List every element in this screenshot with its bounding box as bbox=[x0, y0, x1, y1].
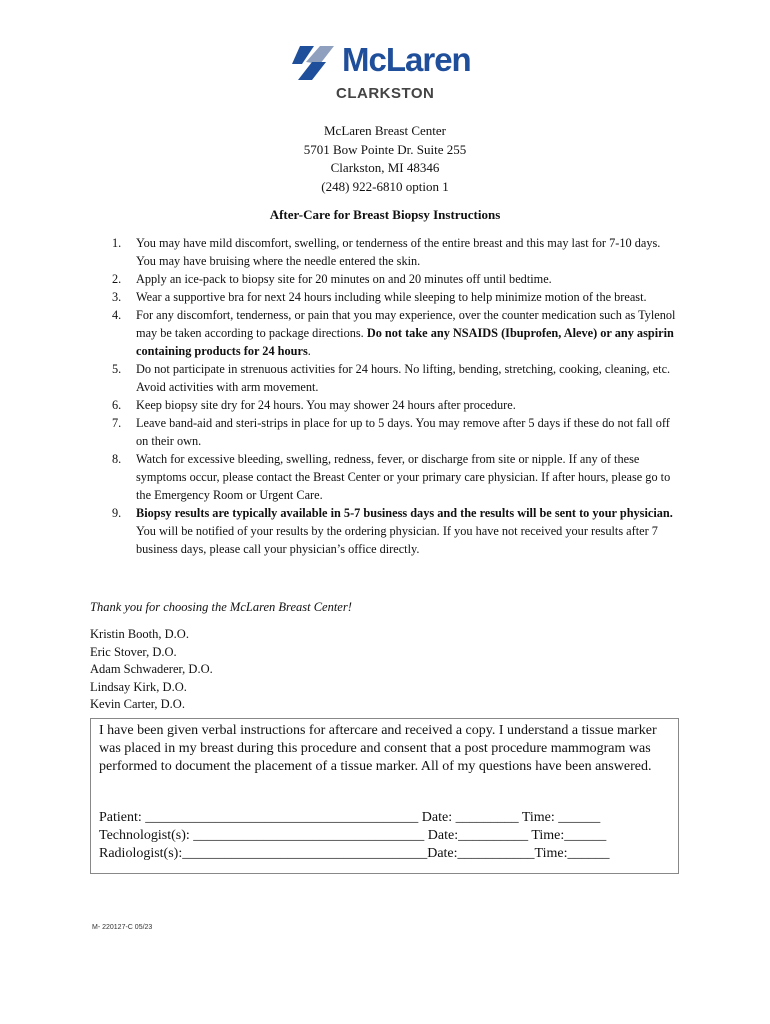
item-number: 7. bbox=[112, 416, 122, 430]
instruction-item bbox=[108, 288, 680, 306]
physician-name: Kevin Carter, D.O. bbox=[90, 697, 185, 711]
item-number: 4. bbox=[112, 308, 122, 322]
address-line: Clarkston, MI 48346 bbox=[330, 160, 440, 175]
radiologist-signature-line[interactable]: Radiologist(s):___________________________________Date:___________Time:______ bbox=[99, 846, 610, 861]
item-number: 2. bbox=[112, 272, 122, 286]
physician-name: Adam Schwaderer, D.O. bbox=[90, 662, 213, 676]
technologist-signature-line[interactable]: Technologist(s): _________________________________ Date:__________ Time:______ bbox=[99, 828, 607, 843]
physician-name: Lindsay Kirk, D.O. bbox=[90, 679, 187, 694]
form-code: M- 220127-C 05/23 bbox=[92, 924, 153, 931]
physician-name: Eric Stover, D.O. bbox=[90, 644, 177, 659]
consent-statement: I have been given verbal instructions for aftercare and received a copy. I understand a tissue marker was placed in my breast during this procedure and consent that a post procedure mammogram was performed to document the placement of a tissue marker. All of my questions have been answered. bbox=[99, 723, 657, 774]
logo-wordmark: McLaren bbox=[342, 41, 471, 78]
item-text: You may have mild discomfort, swelling, or tenderness of the entire breast and this may last for 7-10 days. You may have bruising where the needle entered the skin. bbox=[136, 236, 661, 268]
item-results-note: Biopsy results are typically available in 5-7 business days and the results will be sent to your physician. bbox=[136, 506, 673, 520]
instruction-item bbox=[108, 234, 680, 270]
item-text: For any discomfort, tenderness, or pain that you may experience, over the counter medication such as Tylenol may be taken according to package directions. bbox=[136, 308, 676, 340]
instruction-item bbox=[108, 396, 680, 414]
address-line: McLaren Breast Center bbox=[323, 123, 446, 138]
item-number: 6. bbox=[112, 398, 122, 412]
instruction-item bbox=[108, 360, 680, 396]
item-text: Watch for excessive bleeding, swelling, redness, fever, or discharge from site or nipple. If any of these symptoms occur, please contact the Breast Center or your primary care physician. If after hours, please go to the Emergency Room or Urgent Care. bbox=[136, 452, 671, 502]
phone-line: (248) 922-6810 option 1 bbox=[321, 178, 449, 194]
item-tail: . bbox=[307, 344, 311, 358]
instruction-item bbox=[108, 450, 680, 504]
logo-location: CLARKSTON bbox=[336, 85, 435, 102]
item-number: 9. bbox=[112, 506, 122, 520]
item-number: 5. bbox=[112, 362, 122, 376]
physician-name: Kristin Booth, D.O. bbox=[90, 627, 189, 641]
item-text: You will be notified of your results by the ordering physician. If you have not received your results after 7 business days, please call your physician’s office directly. bbox=[136, 524, 658, 556]
mclaren-swoosh-icon bbox=[292, 44, 336, 82]
item-number: 3. bbox=[112, 290, 122, 304]
instruction-item bbox=[108, 414, 680, 450]
physician-list bbox=[90, 626, 213, 714]
patient-signature-line[interactable]: Patient: _______________________________________ Date: _________ Time: ______ bbox=[99, 810, 601, 825]
item-number: 1. bbox=[112, 236, 122, 250]
instruction-item bbox=[108, 504, 680, 558]
consent-box bbox=[90, 718, 679, 874]
instructions-list bbox=[108, 234, 680, 558]
center-address bbox=[0, 122, 770, 196]
thank-you-note: Thank you for choosing the McLaren Breast Center! bbox=[90, 600, 352, 614]
instruction-item bbox=[108, 270, 680, 288]
item-text: Do not participate in strenuous activities for 24 hours. No lifting, bending, stretching, cooking, cleaning, etc. Avoid activities with arm movement. bbox=[136, 362, 671, 394]
instruction-item bbox=[108, 306, 680, 360]
item-number: 8. bbox=[112, 452, 122, 466]
mclaren-logo bbox=[292, 42, 482, 107]
item-text: Wear a supportive bra for next 24 hours including while sleeping to help minimize motion of the breast. bbox=[136, 290, 647, 304]
item-text: Apply an ice-pack to biopsy site for 20 minutes on and 20 minutes off until bedtime. bbox=[136, 272, 552, 286]
address-line: 5701 Bow Pointe Dr. Suite 255 bbox=[303, 141, 467, 157]
document-title: After-Care for Breast Biopsy Instructions bbox=[269, 207, 501, 222]
item-warning: Do not take any NSAIDS (Ibuprofen, Aleve) or any aspirin containing products for 24 hours bbox=[136, 326, 674, 358]
item-text: Leave band-aid and steri-strips in place for up to 5 days. You may remove after 5 days if these do not fall off on their own. bbox=[136, 416, 670, 448]
item-text: Keep biopsy site dry for 24 hours. You may shower 24 hours after procedure. bbox=[136, 398, 516, 412]
